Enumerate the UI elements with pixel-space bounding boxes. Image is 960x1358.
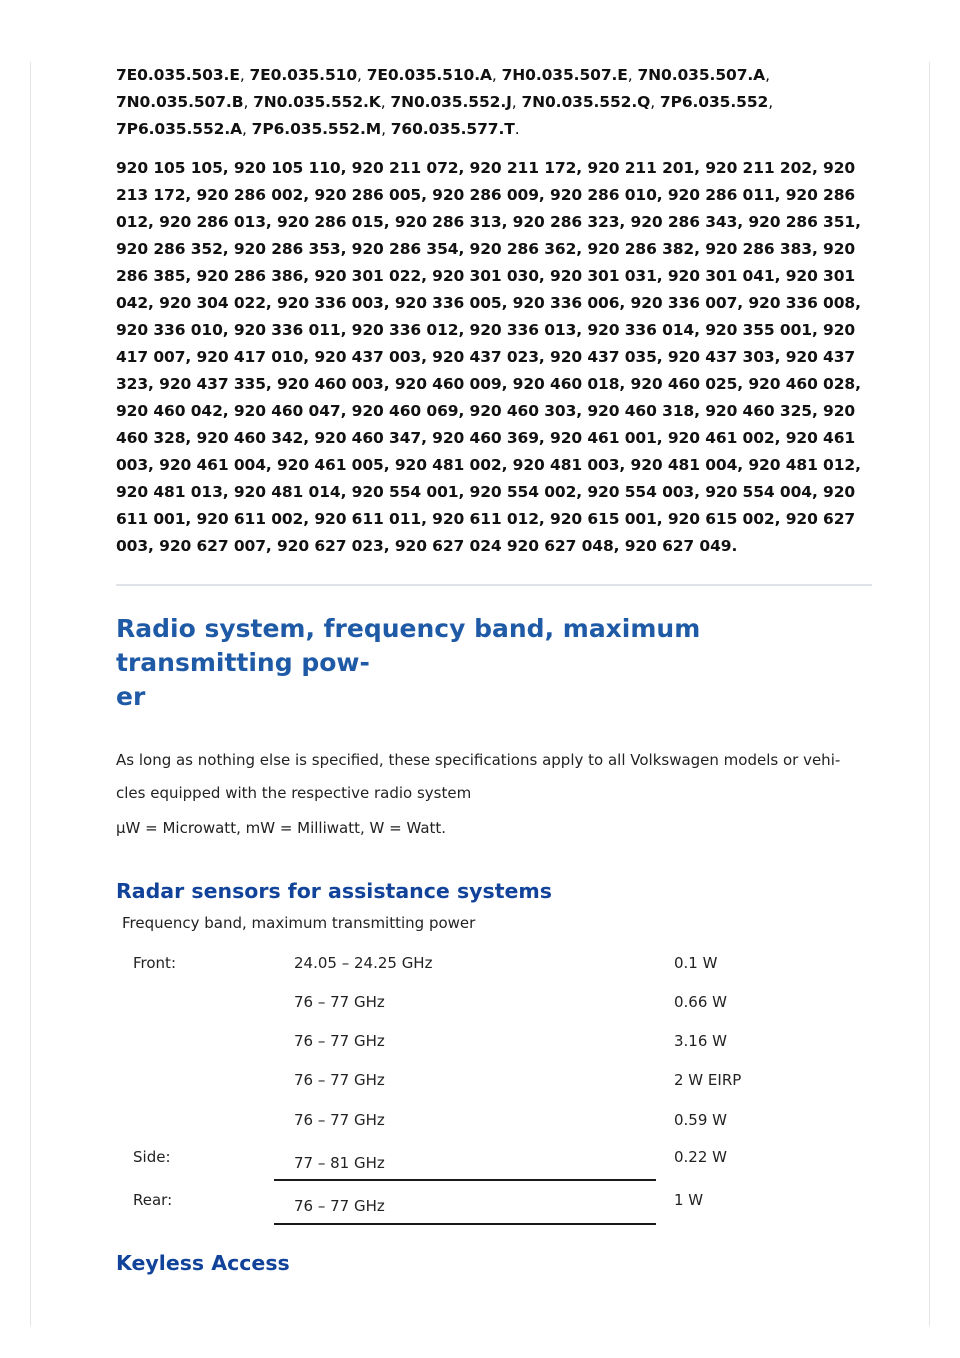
part-number: 7E0.035.503.E — [116, 66, 240, 84]
section-title — [116, 612, 872, 714]
right-margin-line — [929, 62, 930, 1326]
part-number: 7N0.035.507.B — [116, 93, 244, 111]
frequency-band: 76 – 77 GHz — [294, 1032, 385, 1050]
transmit-power: 0.22 W — [674, 1148, 727, 1166]
section-title-line-2: er — [116, 682, 146, 711]
transmit-power: 3.16 W — [674, 1032, 727, 1050]
section-title-line-1: Radio system, frequency band, maximum transmitting pow- — [116, 614, 701, 677]
part-numbers-list-1: 7E0.035.503.E, 7E0.035.510, 7E0.035.510.A, 7H0.035.507.E, 7N0.035.507.A, 7N0.035.507.B, 7N0.035.552.K, 7N0.035.552.J, 7N0.035.552.Q, 7P6.035.552, 7P6.035.552.A, 7P6.035.552.M, 760.035.577.T. — [116, 66, 774, 138]
table-underline — [274, 1223, 656, 1225]
intro-line-2: cles equipped with the respective radio system — [116, 784, 472, 802]
radar-subheading: Frequency band, maximum transmitting power — [122, 914, 476, 932]
part-number: 7E0.035.510 — [249, 66, 358, 84]
transmit-power: 0.59 W — [674, 1111, 727, 1129]
frequency-band: 76 – 77 GHz — [294, 1111, 385, 1129]
transmit-power: 2 W EIRP — [674, 1071, 742, 1089]
part-number: 7H0.035.507.E — [501, 66, 628, 84]
frequency-band: 76 – 77 GHz — [294, 1197, 385, 1215]
radar-heading: Radar sensors for assistance systems — [116, 879, 552, 903]
part-number: 7P6.035.552 — [659, 93, 769, 111]
frequency-band: 77 – 81 GHz — [294, 1154, 385, 1172]
part-number: 7E0.035.510.A — [366, 66, 492, 84]
frequency-band: 76 – 77 GHz — [294, 993, 385, 1011]
radar-position-label: Front: — [133, 954, 176, 972]
frequency-band: 24.05 – 24.25 GHz — [294, 954, 433, 972]
frequency-band: 76 – 77 GHz — [294, 1071, 385, 1089]
page-content — [116, 62, 872, 1275]
units-note: µW = Microwatt, mW = Milliwatt, W = Watt. — [116, 819, 447, 837]
part-number: 7P6.035.552.A — [116, 120, 242, 138]
table-underline — [274, 1179, 656, 1181]
part-number: 7N0.035.552.K — [253, 93, 381, 111]
section-divider — [116, 584, 872, 586]
transmit-power: 0.66 W — [674, 993, 727, 1011]
radar-position-label: Rear: — [133, 1191, 173, 1209]
part-number: 760.035.577.T — [390, 120, 515, 138]
transmit-power: 1 W — [674, 1191, 704, 1209]
radar-position-label: Side: — [133, 1148, 171, 1166]
intro-line-1: As long as nothing else is specified, these specifications apply to all Volkswagen models or vehi- — [116, 751, 841, 769]
keyless-access-heading: Keyless Access — [116, 1251, 290, 1275]
part-number: 7N0.035.552.Q — [521, 93, 651, 111]
part-number: 7P6.035.552.M — [251, 120, 382, 138]
left-margin-line — [30, 62, 31, 1326]
part-numbers-list-2: 920 105 105, 920 105 110, 920 211 072, 920 211 172, 920 211 201, 920 211 202, 920 213 172, 920 286 002, 920 286 005, 920 286 009, 920 286 010, 920 286 011, 920 286 012, 920 286 013, 920 286 015, 920 286 313, 920 286 323, 920 286 343, 920 286 351, 920 286 352, 920 286 353, 920 286 354, 920 286 362, 920 286 382, 920 286 383, 920 286 385, 920 286 386, 920 301 022, 920 301 030, 920 301 031, 920 301 041, 920 301 042, 920 304 022, 920 336 003, 920 336 005, 920 336 006, 920 336 007, 920 336 008, 920 336 010, 920 336 011, 920 336 012, 920 336 013, 920 336 014, 920 355 001, 920 417 007, 920 417 010, 920 437 003, 920 437 023, 920 437 035, 920 437 303, 920 437 323, 920 437 335, 920 460 003, 920 460 009, 920 460 018, 920 460 025, 920 460 028, 920 460 042, 920 460 047, 920 460 069, 920 460 303, 920 460 318, 920 460 325, 920 460 328, 920 460 342, 920 460 347, 920 460 369, 920 461 001, 920 461 002, 920 461 003, 920 461 004, 920 461 005, 920 481 002, 920 481 003, 920 481 004, 920 481 012, 920 481 013, 920 481 014, 920 554 001, 920 554 002, 920 554 003, 920 554 004, 920 611 001, 920 611 002, 920 611 011, 920 611 012, 920 615 001, 920 615 002, 920 627 003, 920 627 007, 920 627 023, 920 627 024 920 627 048, 920 627 049. — [116, 159, 861, 555]
radar-specs-table — [116, 945, 872, 1235]
part-number: 7N0.035.552.J — [390, 93, 512, 111]
part-number: 7N0.035.507.A — [637, 66, 766, 84]
transmit-power: 0.1 W — [674, 954, 718, 972]
